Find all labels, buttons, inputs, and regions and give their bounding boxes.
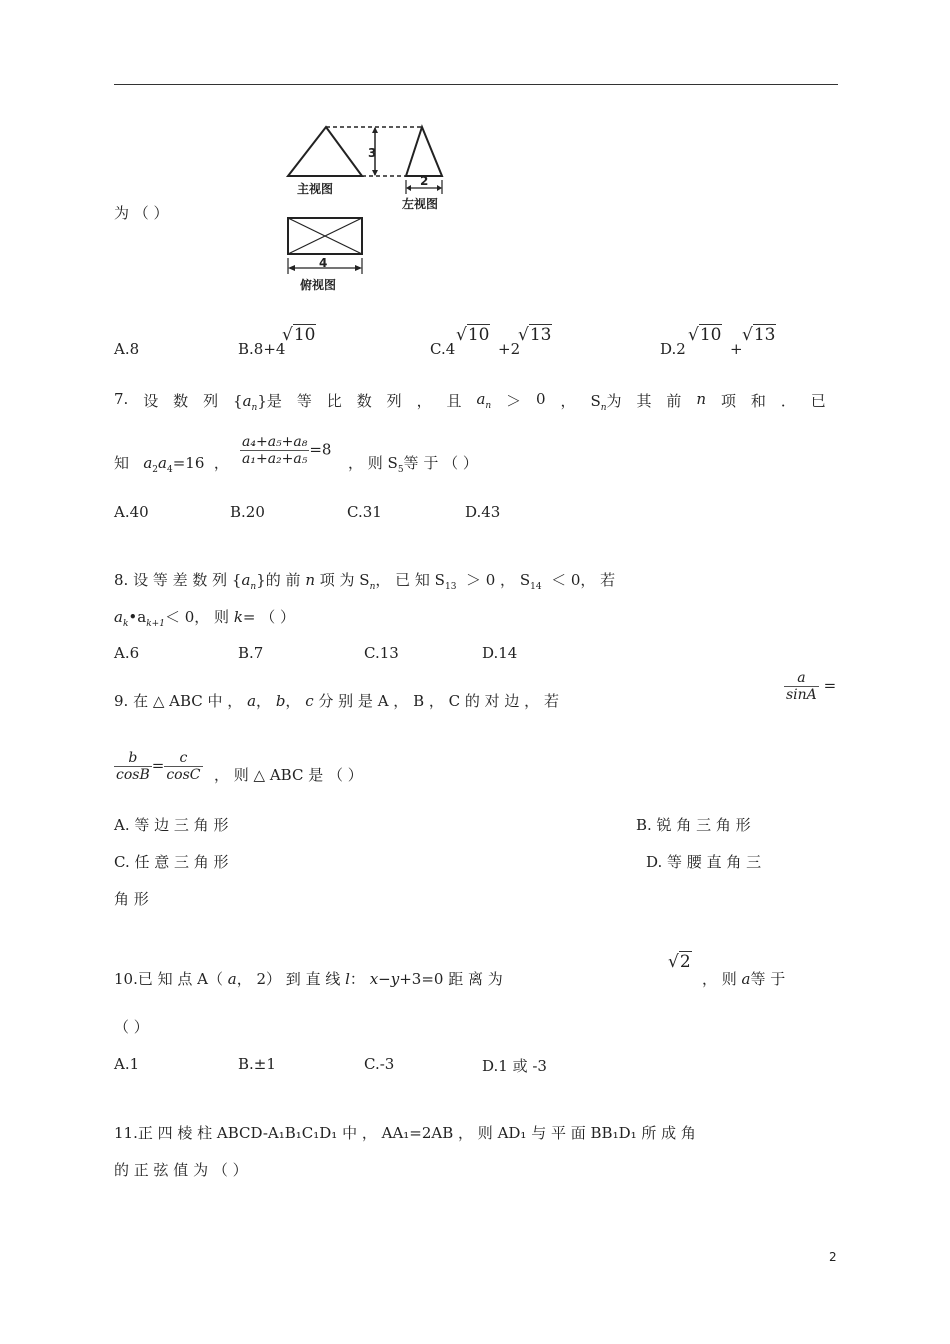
page-number: 2 (829, 1250, 837, 1264)
q11-line1: 11.正 四 棱 柱 ABCD-A₁B₁C₁D₁ 中 ， AA₁=2AB ， 则 AD₁ 与 平 面 BB₁D₁ 所 成 角 (114, 1124, 696, 1142)
q7-line2: 知 $a_2a_4=16$ ， (114, 454, 229, 475)
q6-option-c: C.4 (430, 340, 456, 358)
q10-option-d: D.1 或 -3 (482, 1057, 547, 1075)
front-view-label: 主视图 (297, 182, 334, 196)
q7-option-b: B.20 (230, 503, 265, 521)
q7-option-d: D.43 (465, 503, 501, 521)
q9-line1: 9. 在 △ ABC 中 ， a， b， c 分 别 是 A ， B ， C 的 对 边 ， 若 (114, 692, 559, 710)
q9-option-d-cont: 角 形 (114, 890, 149, 908)
q6-option-c-plus: +2 (498, 340, 521, 358)
q7-option-a: A.40 (114, 503, 149, 521)
sqrt-2: √2 (668, 952, 691, 972)
sqrt-10-d: √10 (688, 325, 722, 345)
q9-fraction-a: $\frac{a}{\sin A}$ = (786, 670, 837, 703)
q11-line2: 的 正 弦 值 为 （ ） (114, 1161, 248, 1179)
q6-option-b: B.8+4 (238, 340, 286, 358)
q10-line2: （ ） (114, 1018, 149, 1036)
q10-line1-tail: ， 则 a等 于 (702, 970, 786, 988)
q6-option-d: D.2 (660, 340, 686, 358)
header-rule (114, 84, 838, 85)
q6-option-d-plus: + (730, 340, 743, 358)
q8-line1: 8. 设 等 差 数 列 $\{a_n\}$的 前 n 项 为 $S_n$， 已 知 $S_{13} > 0$ ， $S_{14} < 0$， 若 (114, 571, 616, 592)
width-label: 2 (420, 174, 429, 188)
left-view-triangle (406, 127, 442, 176)
q9-option-c: C. 任 意 三 角 形 (114, 853, 229, 871)
q8-line2: $a_k•a_{k+1}< 0$， 则 k= （ ） (114, 608, 296, 629)
q10-option-b: B.±1 (238, 1055, 276, 1073)
sqrt-10-b: √10 (282, 325, 316, 345)
sqrt-13-c: √13 (518, 325, 552, 345)
q10-line1: 10.已 知 点 A（ a， 2） 到 直 线 l： x−y+3=0 距 离 为 (114, 970, 503, 988)
q10-option-c: C.-3 (364, 1055, 395, 1073)
front-view-triangle (288, 127, 362, 176)
q7-line2-tail: ， 则 $S_5$等 于 （ ） (348, 454, 478, 475)
q9-option-d: D. 等 腰 直 角 三 (646, 853, 762, 871)
q9-option-a: A. 等 边 三 角 形 (114, 816, 229, 834)
sqrt-10-c: √10 (456, 325, 490, 345)
q8-option-a: A.6 (114, 644, 140, 662)
q9-option-b: B. 锐 角 三 角 形 (636, 816, 751, 834)
q6-stem-tail: 为 （ ） (114, 204, 169, 222)
q7-fraction: $\frac{\text{a₄+a₅+a₈}}{\text{a₁+a₂+a₅}}$ =8 (242, 434, 332, 467)
q9-line2: ， 则 △ ABC 是 （ ） (214, 766, 363, 784)
q8-option-c: C.13 (364, 644, 399, 662)
q6-option-a: A.8 (114, 340, 140, 358)
sqrt-13-d: √13 (742, 325, 776, 345)
top-view-label: 俯视图 (300, 278, 337, 292)
q7-option-c: C.31 (347, 503, 382, 521)
q9-fractions-bc: $\frac{b}{\cos B}$ = $\frac{c}{\cos C}$ (116, 750, 201, 783)
q10-option-a: A.1 (114, 1055, 140, 1073)
height-label: 3 (368, 146, 377, 160)
q7-line1: 7. 设 数 列 $\{a_n\}$是 等 比 数 列 ， 且 $a_n$ ＞ 0 ， $S_n$为 其 前 n 项 和 ． 已 (114, 390, 826, 413)
left-view-label: 左视图 (402, 197, 439, 211)
q8-option-d: D.14 (482, 644, 518, 662)
q8-option-b: B.7 (238, 644, 264, 662)
length-label: 4 (319, 256, 328, 270)
